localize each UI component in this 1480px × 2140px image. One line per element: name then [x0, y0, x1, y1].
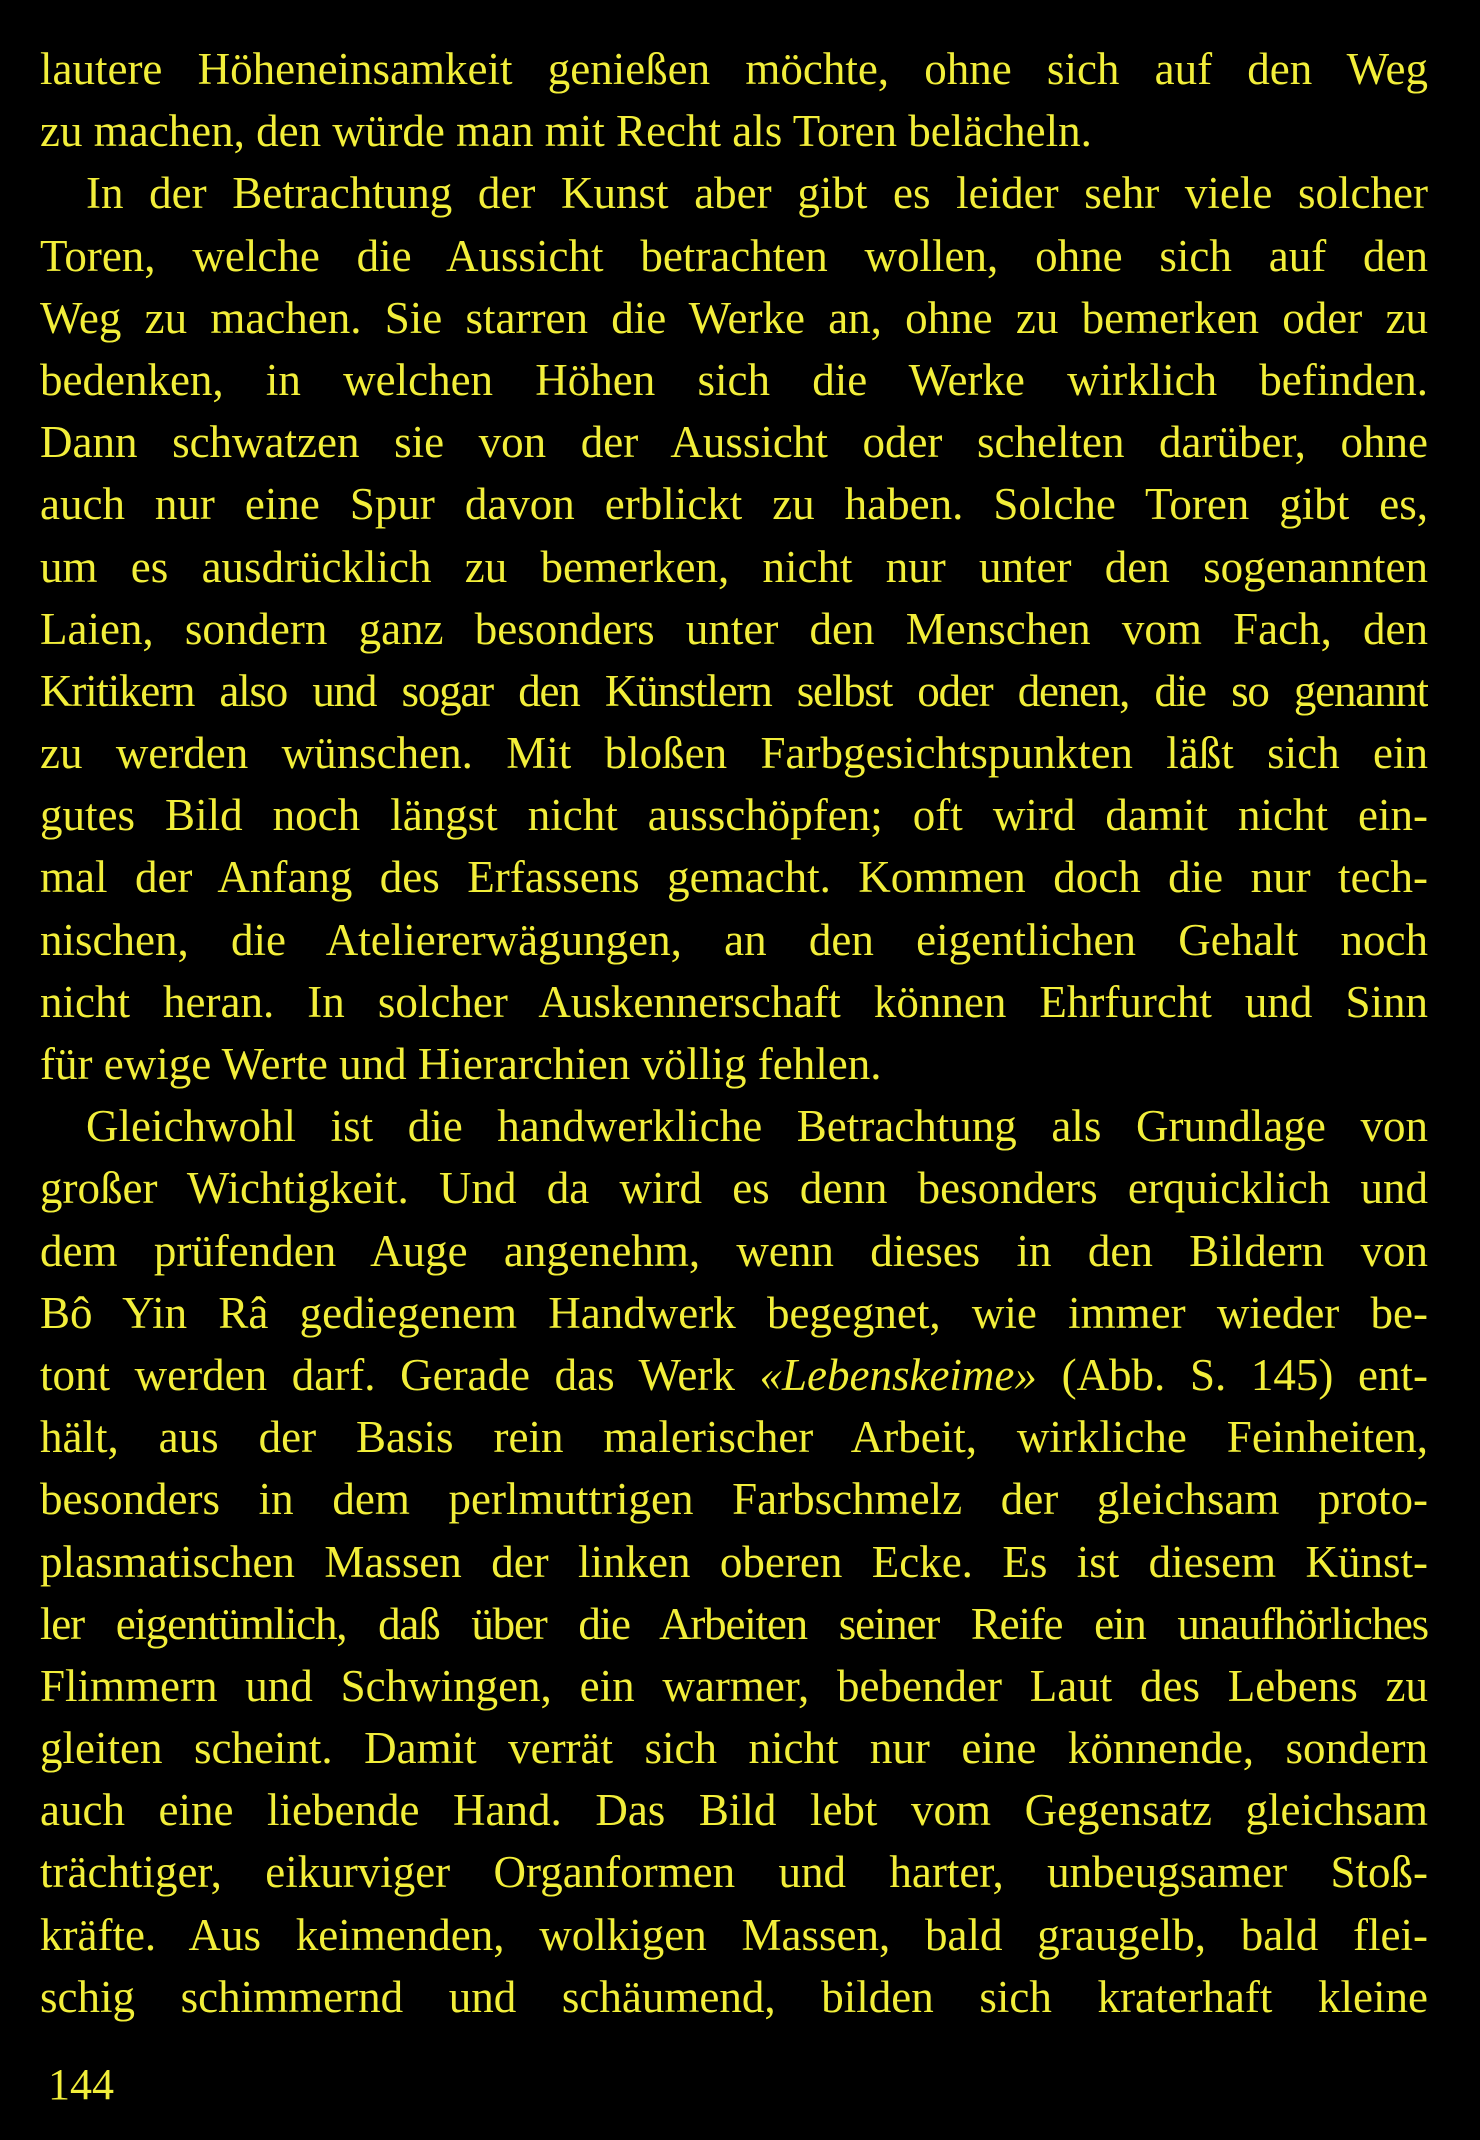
text-fragment: hält, aus der Basis rein malerischer Arbeit, wirkliche Feinheiten,	[40, 1412, 1428, 1463]
text-line	[40, 846, 1428, 908]
text-fragment: lautere Höheneinsamkeit genießen möchte, ohne sich auf den Weg	[40, 44, 1428, 94]
text-fragment: auch nur eine Spur davon erblickt zu haben. Solche Toren gibt es,	[40, 479, 1428, 530]
page-number: 144	[48, 2060, 114, 2109]
text-line	[40, 1468, 1428, 1530]
text-line	[40, 1220, 1428, 1282]
text-line	[40, 1406, 1428, 1468]
text-fragment: trächtiger, eikurviger Organformen und harter, unbeugsamer Stoß-	[40, 1847, 1428, 1898]
text-fragment: nicht heran. In solcher Auskennerschaft können Ehrfurcht und Sinn	[40, 976, 1428, 1027]
text-line	[40, 1904, 1428, 1966]
text-fragment: Dann schwatzen sie von der Aussicht oder schelten darüber, ohne	[40, 417, 1428, 468]
text-line	[40, 287, 1428, 349]
text-line	[40, 971, 1428, 1033]
text-line	[40, 100, 1428, 162]
text-fragment: zu machen, den würde man mit Recht als Toren belächeln.	[40, 106, 1092, 157]
text-fragment: Weg zu machen. Sie starren die Werke an, ohne zu bemerken oder zu	[40, 292, 1428, 343]
text-fragment: auch eine liebende Hand. Das Bild lebt vom Gegensatz gleichsam	[40, 1785, 1428, 1836]
text-line	[40, 473, 1428, 535]
artwork-title: «Lebenskeime»	[759, 1349, 1037, 1400]
body-text	[40, 38, 1428, 2028]
text-fragment: um es ausdrücklich zu bemerken, nicht nur unter den sogenannten	[40, 541, 1428, 592]
text-fragment: gutes Bild noch längst nicht ausschöpfen; oft wird damit nicht ein-	[40, 790, 1428, 841]
text-line	[40, 1282, 1428, 1344]
text-line	[40, 411, 1428, 473]
text-fragment: nischen, die Ateliererwägungen, an den eigentlichen Gehalt noch	[40, 914, 1428, 965]
text-line	[40, 1344, 1428, 1406]
text-line	[40, 722, 1428, 784]
text-line	[40, 598, 1428, 660]
text-fragment: für ewige Werte und Hierarchien völlig fehlen.	[40, 1039, 882, 1089]
text-line	[40, 1593, 1428, 1655]
text-line	[40, 660, 1428, 722]
text-fragment: zu werden wünschen. Mit bloßen Farbgesichtspunkten läßt sich ein	[40, 728, 1428, 779]
text-fragment: ler eigentümlich, daß über die Arbeiten seiner Reife ein unaufhörliches	[40, 1598, 1428, 1649]
text-line	[40, 1779, 1428, 1841]
text-fragment: (Abb. S. 145) ent-	[1036, 1349, 1428, 1400]
text-fragment: dem prüfenden Auge angenehm, wenn dieses in den Bildern von	[40, 1225, 1428, 1276]
text-fragment: Gleichwohl ist die handwerkliche Betrachtung als Grundlage von	[86, 1101, 1428, 1152]
paragraph-first-line	[40, 162, 1428, 224]
text-fragment: tont werden darf. Gerade das Werk	[40, 1349, 760, 1400]
text-fragment: schig schimmernd und schäumend, bilden sich kraterhaft kleine	[40, 1971, 1428, 2022]
text-line	[40, 1966, 1428, 2028]
text-fragment: gleiten scheint. Damit verrät sich nicht nur eine könnende, sondern	[40, 1723, 1428, 1774]
text-line	[40, 909, 1428, 971]
text-line	[40, 1531, 1428, 1593]
text-fragment: Toren, welche die Aussicht betrachten wollen, ohne sich auf den	[40, 230, 1428, 281]
text-line	[40, 1655, 1428, 1717]
text-fragment: Flimmern und Schwingen, ein warmer, bebender Laut des Lebens zu	[40, 1660, 1428, 1711]
text-line	[40, 349, 1428, 411]
text-fragment: besonders in dem perlmuttrigen Farbschmelz der gleichsam proto-	[40, 1474, 1428, 1525]
text-fragment: In der Betrachtung der Kunst aber gibt es leider sehr viele solcher	[86, 168, 1428, 219]
text-line	[40, 1717, 1428, 1779]
text-line	[40, 536, 1428, 598]
text-fragment: plasmatischen Massen der linken oberen Ecke. Es ist diesem Künst-	[40, 1536, 1428, 1587]
paragraph-first-line	[40, 1095, 1428, 1157]
text-line	[40, 225, 1428, 287]
text-line	[40, 1841, 1428, 1903]
text-line	[40, 1157, 1428, 1219]
text-fragment: Kritikern also und sogar den Künstlern selbst oder denen, die so genannt	[40, 665, 1428, 716]
text-fragment: bedenken, in welchen Höhen sich die Werke wirklich befinden.	[40, 354, 1428, 405]
text-fragment: kräfte. Aus keimenden, wolkigen Massen, bald graugelb, bald flei-	[40, 1909, 1428, 1960]
text-line	[40, 784, 1428, 846]
text-fragment: mal der Anfang des Erfassens gemacht. Kommen doch die nur tech-	[40, 852, 1428, 903]
text-fragment: großer Wichtigkeit. Und da wird es denn besonders erquicklich und	[40, 1163, 1428, 1214]
text-line	[40, 1033, 1428, 1095]
text-line	[40, 38, 1428, 100]
text-fragment: Laien, sondern ganz besonders unter den Menschen vom Fach, den	[40, 603, 1428, 654]
text-fragment: Bô Yin Râ gediegenem Handwerk begegnet, wie immer wieder be-	[40, 1287, 1428, 1338]
